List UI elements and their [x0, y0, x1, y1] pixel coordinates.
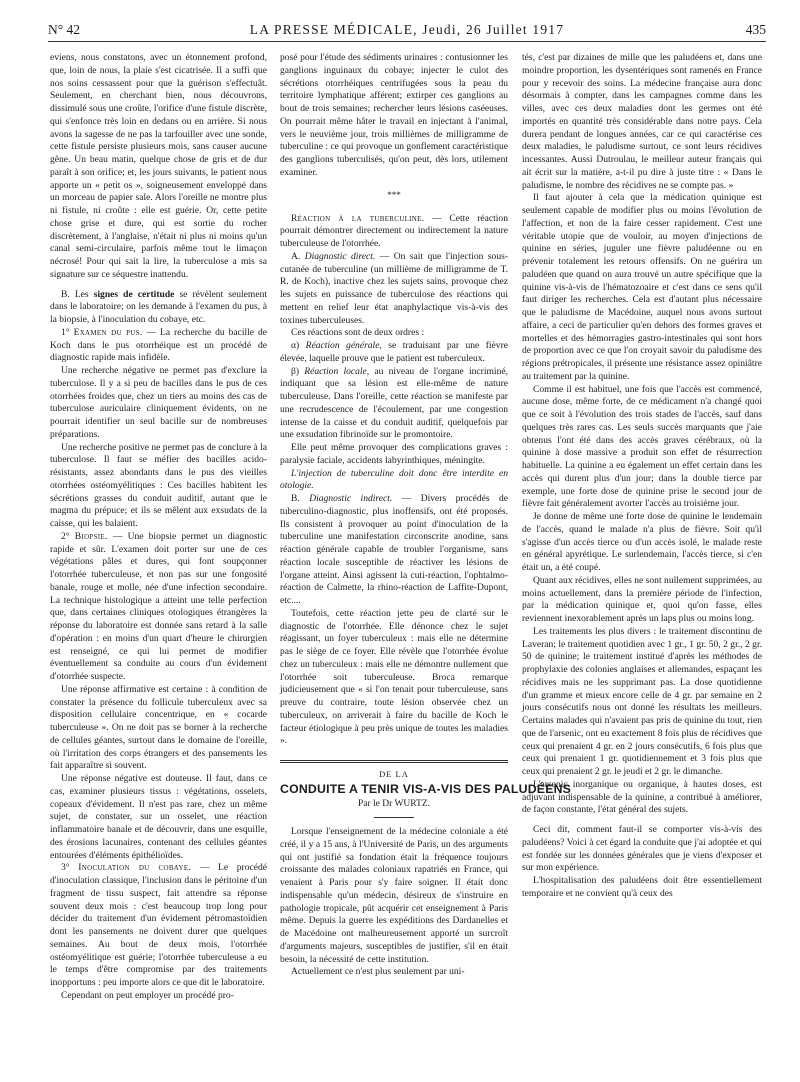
paragraph: Une réponse affirmative est certaine : à condition de constater la présence du follicule tuberculeux avec sa disposition cellulaire concentrique, en « cocarde tuberculeuse ». On ne doit pas se borner à la recherche de cellules géantes, surtout dans le domaine de l'oreille, où l'irritation des corps étrangers et des pansements les fait apparaître si souvent. [50, 683, 267, 772]
issue-number: N° 42 [48, 22, 81, 37]
paragraph-direct-diagnosis: A. Diagnostic direct. — On sait que l'injection sous-cutanée de tuberculine (un millième de milligramme de T. R. de Koch), inactive chez les sujets sains, provoque chez les sujets en puissance de tuberculose des réactions qui mettent en relief leur état anaphylactique vis-à-vis des toxines tuberculeuses. [280, 250, 509, 326]
paragraph: Il faut ajouter à cela que la médication quinique est seulement capable de modifier plus ou moins l'évolution de l'affection, et non de la faire cesser rapidement. C'est une véritable utopie que de vouloir, au moyen d'injections de quinine en séries, juguler une fièvre paludéenne ou en prévenir totalement les retours offensifs. On ne guérira un paludéen que quand on aura trouvé un autre spécifique que la quinine vis-à-vis de l'hématozoaire et c'est dans ce sens qu'il faut diriger les recherches. Cela est d'autant plus nécessaire que le paludisme de Macédoine, auquel nous avons surtout affaire, a ceci de particulier qu'en dehors des formes graves et mortelles et des hémorragies gastro-intestinales qui sont hors de proportion avec ce que l'on croyait savoir du paludisme des régions prétropicales, il présente une résistance assez opiniâtre au traitement par la quinine. [522, 192, 762, 382]
paragraph: Lorsque l'enseignement de la médecine coloniale a été créé, il y a 15 ans, à l'Université de Paris, un des arguments qui ont justifié sa fondation était la fréquence toujours croissante des malades coloniaux rapatriés en France, qui venaient à Paris pour s'y faire soigner. Il était donc indispensable qu'un médecin, désireux de s'instruire en pathologie tropicale, pût acquérir cet enseignement à Paris même. Depuis la guerre les expéditions des Dardanelles et de Macédoine ont malheureusement apporté un surcroît d'arguments majeurs, susceptibles de justifier, s'il en était besoin, la nécessité de cette institution. [280, 826, 508, 965]
running-header [48, 22, 766, 38]
subheading: Réaction générale, [305, 340, 382, 351]
journal-title-date: LA PRESSE MÉDICALE, Jeudi, 26 Juillet 1917 [249, 22, 565, 37]
paragraph: Comme il est habituel, une fois que l'accès est commencé, aucune dose, même forte, de ce médicament n'a changé quoi que ce soit à l'évolution des trois stades de l'accès, sauf dans quelques très rares cas. Les seuls succès marquants que j'aie obtenus l'ont été dans des accès graves cérébraux, où la quinine à dose massive a produit son effet de résurrection habituelle. La quinine a eu également un effet certain dans les accès qui durent plus d'un jour; dans la double tierce par exemple, une forte dose de quinine prise le second jour de fièvre fait généralement avorter l'accès au troisième jour. [522, 383, 762, 510]
subheading: Examen du pus. [73, 326, 143, 338]
paragraph-beta: β) Réaction locale, au niveau de l'organe incriminé, indiquant que sa lésion est elle-même de nature tuberculeuse. Dans l'oreille, cette réaction se manifeste par une recrudescence de l'écoulement, par une congestion intense de la caisse et du conduit auditif, quelquefois par une exsudation fibrinoïde sur le promontoire. [280, 365, 508, 441]
paragraph: Ceci dit, comment faut-il se comporter vis-à-vis des paludéens? Voici à cet égard la conduite que j'ai adoptée et qui est fondée sur les données générales que je viens d'exposer et sur mon expérience. [522, 824, 762, 874]
page-number: 435 [745, 22, 766, 37]
subheading: Diagnostic direct. [304, 250, 376, 262]
paragraph: Les traitements les plus divers : le traitement discontinu de Laveran; le traitement quotidien avec 1 gr., 1 gr. 50, 2 gr., 2 gr. 50 de quinine; le traitement institué d'après les méthodes de prophylaxie des colonies anglaises et allemandes, espaçant les récidives mais ne les supprimant pas. La dose quotidienne d'un gramme et mieux encore celle de 4 gr. par semaine en 2 jours consécutifs nous ont donné les résultats les meilleurs. Certains malades qui n'avaient pas pris de quinine du tout, rien que de l'arsenic, ont eu exactement 8 fois plus de récidives que ceux qui prenaient 4 gr. en 2 jours consécutifs, 6 fois plus que ceux qui prenaient 1 gr. quotidiennement et 3 fois plus que ceux qui prenaient 2 gr. le jeudi et 2 gr. le dimanche. [522, 625, 762, 777]
paragraph: Cependant on peut employer un procédé pro- [61, 989, 234, 1001]
article-author: Par le Dr WURTZ. [357, 799, 431, 809]
paragraph-indirect-diagnosis: B. Diagnostic indirect. — Divers procédés de tuberculino-diagnostic, plus inoffensifs, ont été proposés. Ils consistent à provoquer au point d'inoculation de la tuberculine une manifestation circonscrite anodine, sans réaction générale capable de troubler l'organisme, sans réaction locale susceptible de réactiver les lésions de l'organe atteint. Ainsi agissent la cuti-réaction, l'ophtalmo-réaction de Calmette, la rhino-réaction de Laffite-Dupont, etc.... [280, 493, 508, 606]
paragraph: Ces réactions sont de deux ordres : [291, 327, 425, 339]
subheading: Biopsie. [74, 530, 108, 542]
bold-term: signes de certitude [93, 288, 175, 300]
paragraph: Toutefois, cette réaction jette peu de clarté sur le diagnostic de l'otorrhée. Elle dénonce chez le sujet réagissant, un foyer tuberculeux : mais elle ne détermine pas le siège de ce foyer. Elle révèle que l'otorrhée évolue chez un tuberculeux : mais elle ne démontre nullement que l'otorrhée soit tuberculeuse. Broca remarque judicieusement que « si l'on tenait pour tuberculeuse, sans preuve du contraire, toute lésion observée chez un tuberculeux, on arriverait à faire du bacille de Koch le facteur étiologique à peu près unique de toutes les maladies ». [280, 607, 508, 747]
paragraph: Une recherche positive ne permet pas de conclure à la tuberculose. Il faut se méfier des bacilles acido-résistants, assez abondants dans le pus des vieilles otorrhées ostéomyélitiques : Ces bacilles habitent les sécrétions grasses du conduit auditif, autant que le magma du prépuce; et ils se mêlent aux exsudats de la caisse, qui les balaient. [50, 441, 267, 529]
column-right [522, 52, 762, 1082]
paragraph: Actuellement ce n'est plus seulement par uni- [291, 966, 465, 978]
article-title: CONDUITE A TENIR VIS-A-VIS DES PALUDÉENS [280, 782, 572, 796]
header-rule [48, 41, 766, 42]
column-left [50, 52, 267, 1082]
paragraph-biopsy: 2° Biopsie. — Une biopsie permet un diagnostic rapide et sûr. L'examen doit porter sur une de ces végétations pâles et dures, qui font soupçonner l'otorrhée tuberculeuse, et non pas sur une fongosité banale, rouge et molle, née d'une infection secondaire. La technique histologique a atteint une telle perfection que, dans certaines cliniques otologiques étrangères la réponse du laboratoire est donnée sans retard à la salle d'opération : en moins d'un quart d'heure le chirurgien est renseigné, ce qui lui permet de modifier éventuellement sa conduite au cours d'un évidement d'otorrhée suspecte. [50, 530, 267, 682]
article-pretitle: DE LA [379, 769, 409, 779]
paragraph: L'hospitalisation des paludéens doit être essentiellement temporaire et ne convient qu'à ceux des [522, 875, 762, 899]
subheading: Réaction locale, [304, 365, 370, 377]
paragraph-signs-certainty: B. Les signes de certitude se révèlent seulement dans le laboratoire; on les demande à l'examen du pus, à la biopsie, à l'inoculation du cobaye, etc. [50, 288, 267, 325]
paragraph: eviens, nous constatons, avec un étonnement profond, que, loin de nous, la plaie s'est cicatrisée. Il a suffi que nos soins cessassent pour que la guérison s'effectuât. Seulement, en cherchant bien, nous découvrons, dissimulé sous une croûte, l'orifice d'une fistule discrète, qui s'enfonce très loin en dedans ou en arrière. Si nous avons la sagesse de ne pas la tarfouiller avec une sonde, cette fistule persiste plusieurs mois, sans causer aucune gêne. Un beau matin, quelque chose de gris et de dur paraît à son orifice; et, les jours suivants, le patient nous apporte un « petit os », soigneusement enveloppé dans un morceau de papier sale. Alors l'oreille ne montre plus ni fistule, ni croûte : elle est guérie. Or, cette petite chose grise et dure, qui est sortie du rocher discrètement, à l'anglaise, n'était ni plus ni moins qu'un canal semi-circulaire, parfois même tout le limaçon nécrosé! Pour qui sait la lire, la tuberculose a mis sa signature sur ce séquestre inattendu. [50, 52, 267, 280]
paragraph-tuberculin-reaction: Réaction à la tuberculine. — Cette réaction pourrait démontrer directement ou indirectement la nature tuberculeuse de l'otorrhée. [280, 212, 508, 249]
paragraph-inoculation: 3° Inoculation du cobaye. — Le procédé d'inoculation classique, l'inclusion dans le péritoine d'un fragment de tissu suspect, fait attendre sa réponse souvent deux mois : c'est beaucoup trop long pour décider du traitement d'un évidement pétromastoïdien dont les pansements ne doivent durer que quelques semaines. Au bout de deux mois, l'otorrhée ostéomyélitique est guérie; l'otorrhée tuberculeuse a eu le temps d'être compromise par des traitements inopportuns : peu importe alors ce que dit le laboratoire. [50, 862, 267, 988]
short-rule [374, 817, 414, 818]
subheading: Inoculation du cobaye. [78, 862, 192, 874]
section-asterism: *** [387, 189, 401, 200]
paragraph-italic-warning: L'injection de tuberculine doit donc être interdite en otologie. [280, 467, 508, 492]
paragraph-alpha: α) Réaction générale, se traduisant par une fièvre élevée, laquelle prouve que le patient est tuberculeux. [280, 340, 508, 364]
double-rule [280, 760, 508, 763]
subheading: Diagnostic indirect. [309, 493, 393, 504]
article-heading [280, 760, 572, 818]
paragraph: Elle peut même provoquer des complications graves : paralysie faciale, accidents labyrinthiques, méningite. [280, 442, 508, 466]
paragraph: Quant aux récidives, elles ne sont nullement supprimées, au moins actuellement, dans la première période de l'infection, par la médication quinique et, quoi qu'on fasse, elles reviennent inexorablement après un laps plus ou moins long. [522, 574, 762, 624]
paragraph: Je donne de même une forte dose de quinine le lendemain de l'accès, quand le malade n'a plus de fièvre. Soit qu'il s'agisse d'un accès tierce ou d'un accès isolé, le malade reste en général apyrétique. Le surlendemain, l'accès tierce, si c'en était un, a été coupé. [522, 511, 762, 573]
paragraph: posé pour l'étude des sédiments urinaires : contusionner les ganglions inguinaux du cobaye; injecter le culot des sécrétions otorrhéiques centrifugées sous la peau du territoire lymphatique afférent; extirper ces ganglions au bout de trois semaines; rechercher leurs lésions caséeuses. On pourrait même hâter le travail en injectant à l'animal, vers le neuvième jour, trois millièmes de milligramme de tuberculine : ce qui provoque un gonflement caractéristique des ganglions tuberculisés, qu'on peut, dès lors, utilement examiner. [280, 52, 508, 178]
subheading: Réaction à la tuberculine. [291, 212, 425, 224]
paragraph: Une recherche négative ne permet pas d'exclure la tuberculose. Il y a si peu de bacilles dans le pus de ces otorrhées froides que, chez un tiers au moins des cas de tuberculose auriculaire cliniquement évidents, on ne pourrait identifier un seul bacille sur de nombreuses préparations. [50, 365, 267, 440]
paragraph: Une réponse négative est douteuse. Il faut, dans ce cas, examiner plusieurs tissus : végétations, osselets, copeaux d'évidement. Il n'est pas rare, chez un même sujet, de constater, sur un osselet, une réaction inflammatoire banale et de découvrir, dans une esquille, des érosions lacunaires, contenant des cellules géantes entourées d'éléments épithélioïdes. [50, 773, 267, 861]
paragraph: L'arsenic inorganique ou organique, à hautes doses, est adjuvant indispensable de la quinine, a contribué à améliorer, de façon constante, l'état général des sujets. [522, 778, 762, 816]
paragraph-pus-exam: 1° Examen du pus. — La recherche du bacille de Koch dans le pus otorrhéique est un procédé de diagnostic rapide mais infidèle. [50, 326, 268, 364]
paragraph: tés, c'est par dizaines de mille que les paludéens et, dans une moindre proportion, les dysentériques sont ramenés en France pour y recevoir des soins. La médecine française aura donc désormais à compter, dans les campagnes comme dans les villes, avec ces deux maladies dont les germes ont été importés en quantité très considérable dans notre pays. Cela durera pendant de longues années, car ce qui caractérise ces deux maladies, le paludisme surtout, ce sont leurs récidives incessantes. Aussi Dutroulau, le meilleur auteur français qui ait écrit sur la matière, a-t-il pu dire à juste titre : « Dans le paludisme, le nombre des récidives ne se compte pas. » [522, 52, 762, 191]
column-middle [280, 52, 572, 1082]
